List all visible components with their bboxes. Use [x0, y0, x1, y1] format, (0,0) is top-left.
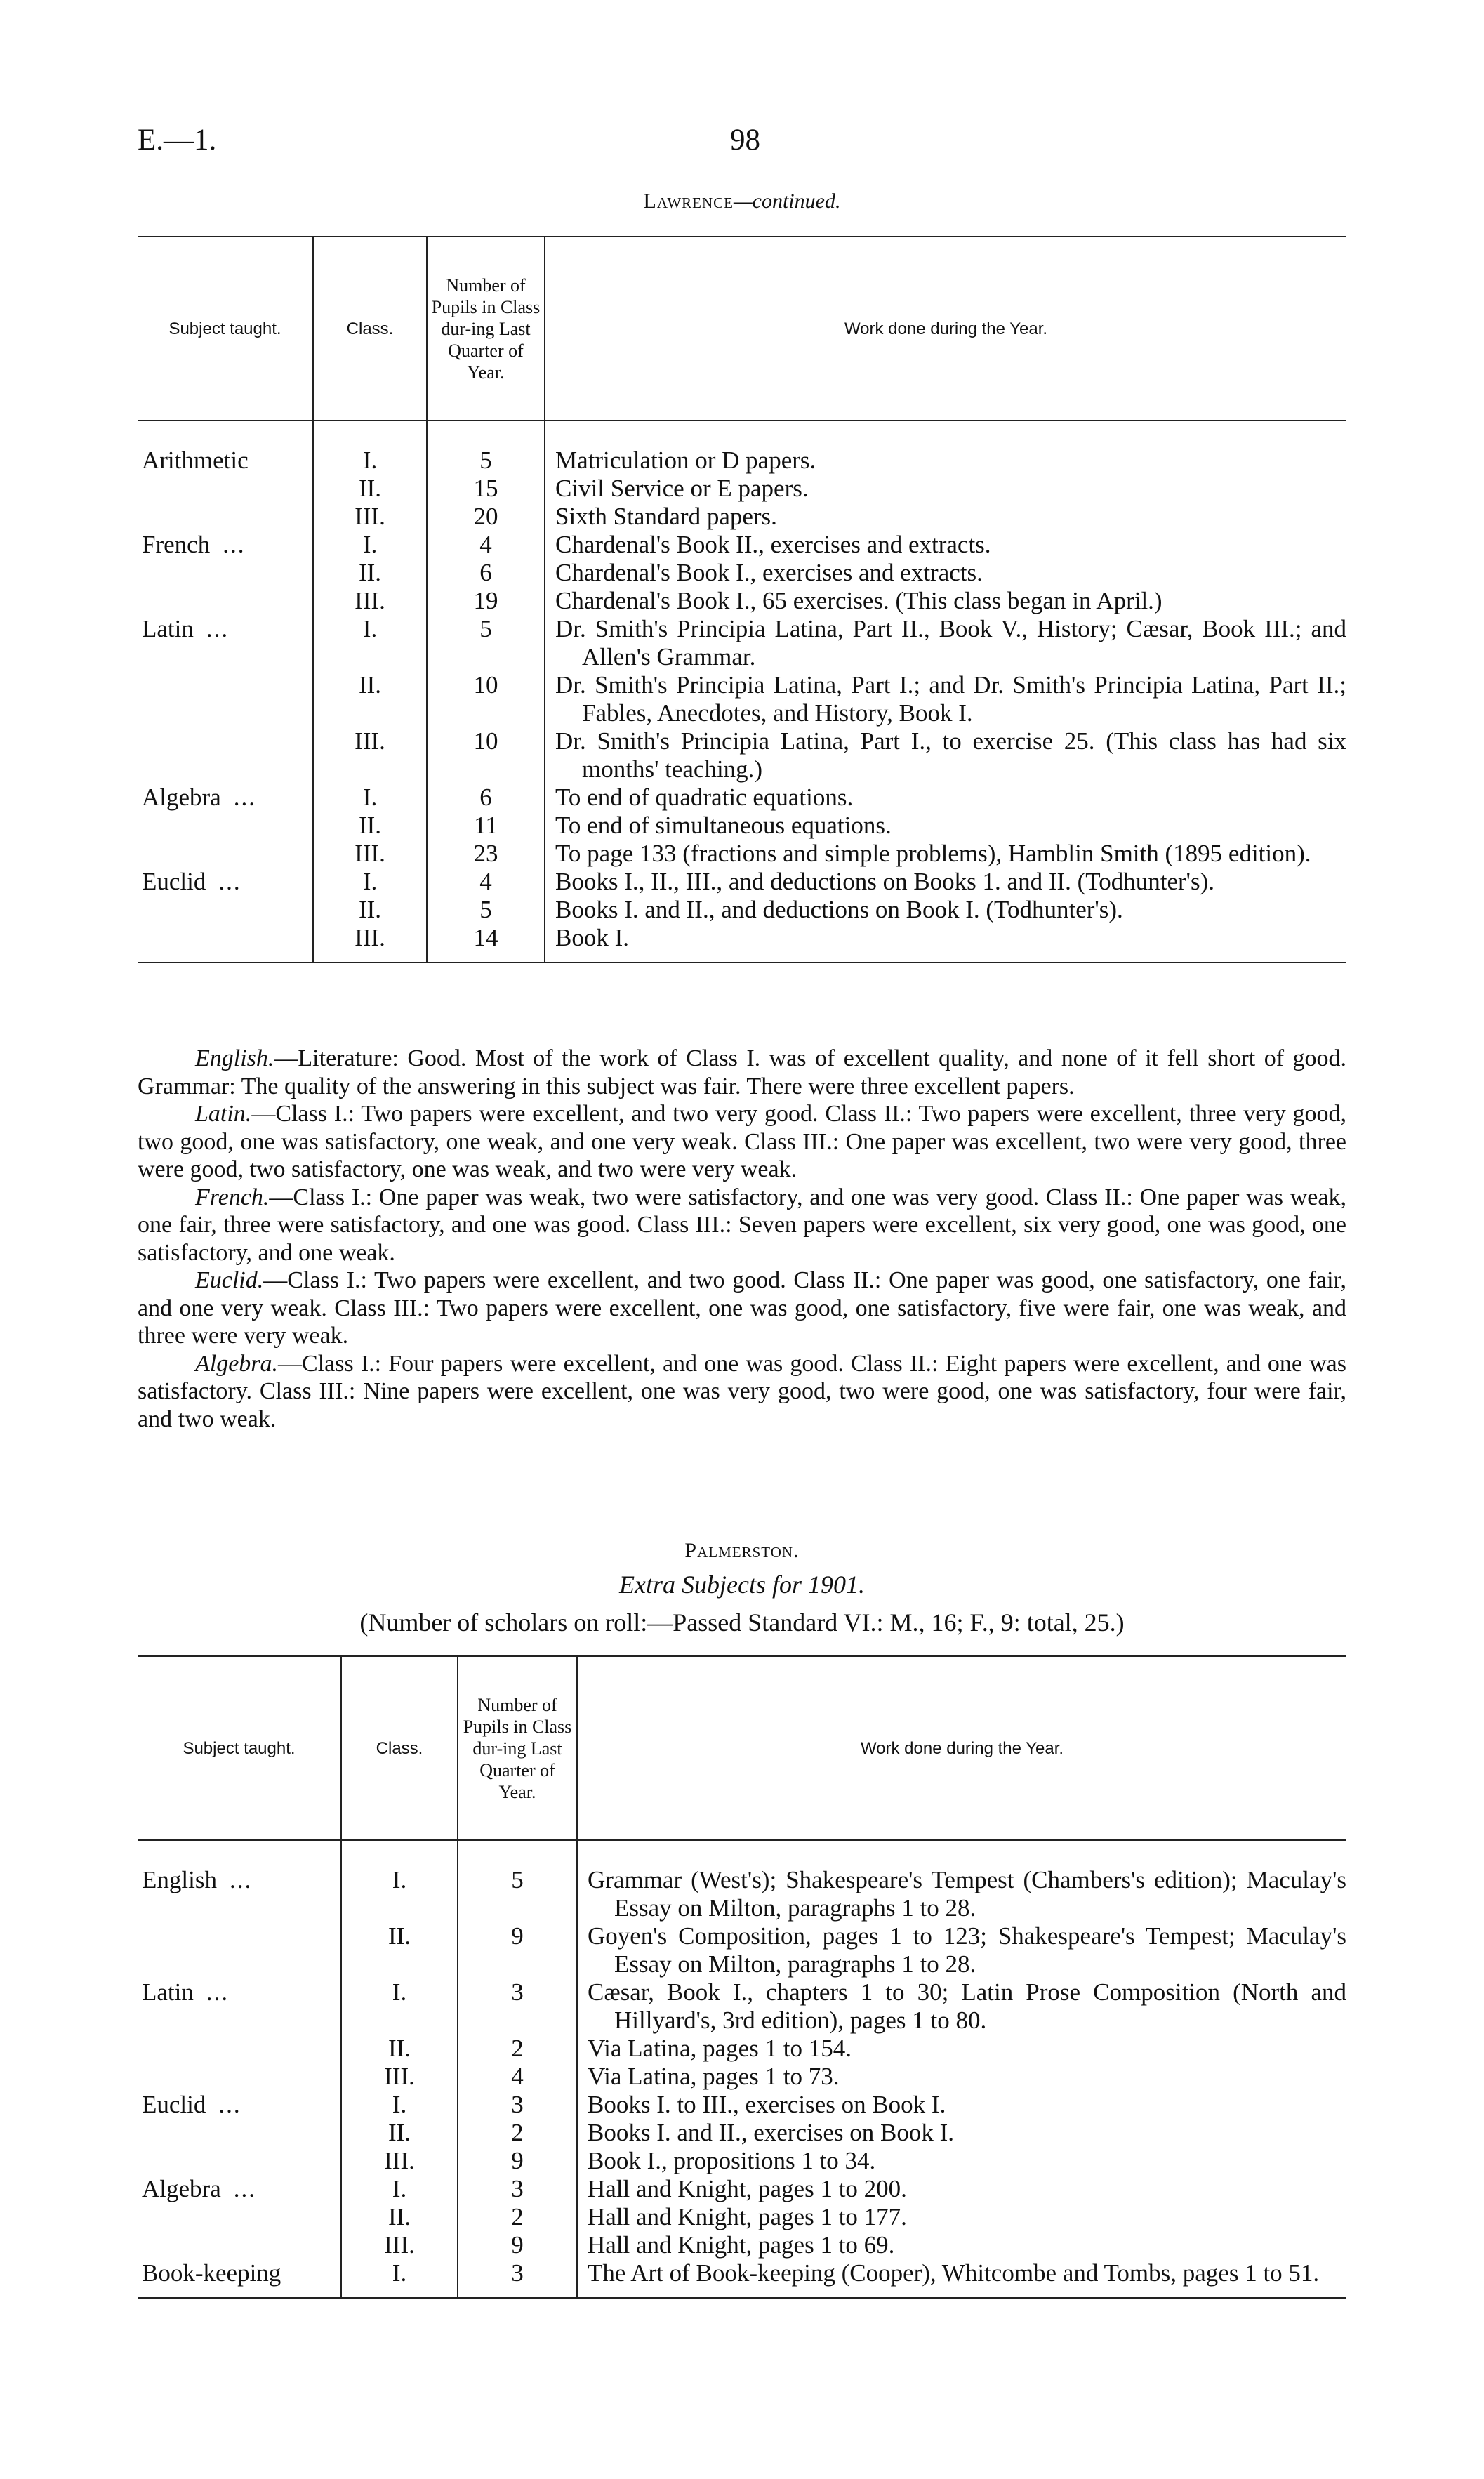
page-number: 98 [730, 124, 760, 157]
col-class-header: Class. [341, 1656, 458, 1840]
report-text: —Class I.: Two papers were excellent, and two good. Class II.: One paper was good, one satisfactory, one fair, and one very weak. Class III.: Two papers were excellent, one was good, one satisfactory, five were fair, one was weak, and three were very weak. [138, 1267, 1346, 1349]
report-label: Algebra. [195, 1350, 279, 1377]
work-cell: To end of simultaneous equations. [555, 812, 892, 839]
pupil-count-cell: 5 [458, 1866, 577, 1922]
report-code: E.—1. [138, 124, 217, 157]
report-paragraph [138, 1045, 1346, 1100]
pupil-count-cell: 5 [427, 896, 545, 924]
class-cell: III. [313, 587, 427, 615]
table-row [138, 531, 1346, 559]
report-label: Euclid. [195, 1267, 264, 1293]
lawrence-table [138, 236, 1346, 963]
work-cell: Sixth Standard papers. [555, 503, 777, 530]
leader-dots: ... [233, 2175, 256, 2202]
class-cell: III. [313, 840, 427, 868]
work-cell: Via Latina, pages 1 to 73. [588, 2063, 840, 2090]
table-row [138, 2147, 1346, 2175]
pupil-count-cell: 11 [427, 812, 545, 840]
pupil-count-cell: 9 [458, 2231, 577, 2259]
work-cell: Dr. Smith's Principia Latina, Part I., to exercise 25. (This class has had six months' teaching.) [555, 727, 1346, 783]
report-text: —Class I.: Four papers were excellent, and one was good. Class II.: Eight papers were excellent, and one was satisfactory. Class III.: Nine papers were excellent, one was very good, two were good, one was satisfactory, four were fair, and two weak. [138, 1350, 1346, 1432]
class-cell: I. [341, 2091, 458, 2119]
work-cell: Dr. Smith's Principia Latina, Part I.; and Dr. Smith's Principia Latina, Part II.; Fables, Anecdotes, and History, Book I. [555, 671, 1346, 727]
subject-cell: Algebra [142, 2175, 221, 2202]
work-cell: Books I. and II., and deductions on Book I. (Todhunter's). [555, 896, 1123, 923]
class-cell: II. [341, 2119, 458, 2147]
leader-dots: ... [206, 1978, 230, 2006]
pupil-count-cell: 23 [427, 840, 545, 868]
work-cell: Grammar (West's); Shakespeare's Tempest (Chambers's edition); Maculay's Essay on Milton, paragraphs 1 to 28. [588, 1866, 1346, 1922]
report-paragraph [138, 1267, 1346, 1350]
pupil-count-cell: 6 [427, 559, 545, 587]
palmerston-title: Palmerston. [684, 1539, 800, 1562]
table-row [138, 447, 1346, 475]
pupil-count-cell: 9 [458, 1922, 577, 1978]
class-cell: I. [341, 2259, 458, 2287]
class-cell: II. [313, 559, 427, 587]
class-cell: I. [313, 447, 427, 475]
pupil-count-cell: 6 [427, 784, 545, 812]
table-row [138, 2119, 1346, 2147]
pupil-count-cell: 19 [427, 587, 545, 615]
palmerston-subtitle: Extra Subjects for 1901. [619, 1571, 865, 1599]
subject-cell: Euclid [142, 868, 206, 895]
table-row [138, 2035, 1346, 2063]
subject-cell: Book-keeping [142, 2259, 281, 2287]
lawrence-section-title [0, 190, 1484, 213]
table-row [138, 868, 1346, 896]
examiner-reports [138, 1045, 1346, 1433]
col-work-header: Work done during the Year. [545, 237, 1346, 421]
leader-dots: ... [206, 615, 230, 642]
class-cell: I. [341, 1866, 458, 1922]
class-cell: I. [313, 868, 427, 896]
pupil-count-cell: 5 [427, 447, 545, 475]
pupil-count-cell: 5 [427, 615, 545, 671]
subject-cell: Algebra [142, 784, 221, 811]
work-cell: Books I. and II., exercises on Book I. [588, 2119, 954, 2146]
table-row [138, 671, 1346, 727]
table-row [138, 840, 1346, 868]
lawrence-rows [138, 421, 1346, 963]
leader-dots: ... [229, 1866, 253, 1893]
work-cell: Hall and Knight, pages 1 to 200. [588, 2175, 907, 2202]
table-row [138, 2175, 1346, 2203]
lawrence-title-suffix: —continued. [733, 190, 841, 213]
table-row [138, 896, 1346, 924]
col-subject-header: Subject taught. [138, 1656, 341, 1840]
col-number-header: Number of Pupils in Class dur-ing Last Quarter of Year. [427, 237, 545, 421]
table-row [138, 727, 1346, 784]
pupil-count-cell: 4 [427, 868, 545, 896]
pupil-count-cell: 3 [458, 2259, 577, 2287]
class-cell: II. [313, 812, 427, 840]
table-row [138, 1922, 1346, 1978]
class-cell: I. [341, 2175, 458, 2203]
table-row [138, 2231, 1346, 2259]
work-cell: To page 133 (fractions and simple problems), Hamblin Smith (1895 edition). [555, 840, 1311, 867]
col-subject-header: Subject taught. [138, 237, 313, 421]
work-cell: Matriculation or D papers. [555, 447, 816, 474]
work-cell: Via Latina, pages 1 to 154. [588, 2035, 852, 2062]
class-cell: II. [341, 2035, 458, 2063]
class-cell: II. [313, 896, 427, 924]
subject-cell: English [142, 1866, 217, 1893]
leader-dots: ... [233, 784, 256, 811]
table-row [138, 587, 1346, 615]
lawrence-title-name: Lawrence [643, 190, 734, 213]
report-paragraph [138, 1184, 1346, 1267]
class-cell: I. [313, 784, 427, 812]
table-row [138, 1978, 1346, 2035]
report-label: French. [195, 1184, 270, 1210]
subject-cell: Arithmetic [142, 447, 249, 474]
report-text: —Class I.: Two papers were excellent, and two very good. Class II.: Two papers were excellent, three very good, two good, one was satisfactory, one weak, and one very weak. Class III.: One paper was excellent, two were very good, three were good, two satisfactory, one was weak, and two were very weak. [138, 1101, 1346, 1182]
subject-cell: Latin [142, 1978, 194, 2006]
class-cell: III. [341, 2063, 458, 2091]
work-cell: Books I. to III., exercises on Book I. [588, 2091, 946, 2118]
table-row [138, 812, 1346, 840]
work-cell: Chardenal's Book II., exercises and extracts. [555, 531, 991, 558]
palmerston-roll: (Number of scholars on roll:—Passed Standard VI.: M., 16; F., 9: total, 25.) [359, 1608, 1125, 1637]
class-cell: III. [341, 2231, 458, 2259]
pupil-count-cell: 4 [427, 531, 545, 559]
class-cell: II. [313, 671, 427, 727]
work-cell: Chardenal's Book I., exercises and extracts. [555, 559, 983, 586]
pupil-count-cell: 3 [458, 2175, 577, 2203]
class-cell: III. [313, 924, 427, 952]
work-cell: Book I. [555, 924, 629, 951]
palmerston-rows [138, 1840, 1346, 2298]
report-text: —Literature: Good. Most of the work of Class I. was of excellent quality, and none of it fell short of good. Grammar: The quality of the answering in this subject was fair. There were three excellent papers. [138, 1045, 1346, 1099]
report-label: Latin. [195, 1101, 252, 1127]
class-cell: III. [341, 2147, 458, 2175]
table-row [138, 503, 1346, 531]
class-cell: II. [341, 2203, 458, 2231]
pupil-count-cell: 3 [458, 1978, 577, 2035]
leader-dots: ... [218, 2091, 241, 2118]
class-cell: II. [341, 1922, 458, 1978]
palmerston-table [138, 1655, 1346, 2299]
table-row [138, 924, 1346, 952]
pupil-count-cell: 2 [458, 2035, 577, 2063]
table-row [138, 784, 1346, 812]
pupil-count-cell: 2 [458, 2119, 577, 2147]
work-cell: Books I., II., III., and deductions on Books 1. and II. (Todhunter's). [555, 868, 1214, 895]
report-label: English. [195, 1045, 274, 1071]
work-cell: Dr. Smith's Principia Latina, Part II., Book V., History; Cæsar, Book III.; and Allen's Grammar. [555, 615, 1346, 670]
work-cell: Chardenal's Book I., 65 exercises. (This class began in April.) [555, 587, 1162, 614]
table-row [138, 559, 1346, 587]
work-cell: The Art of Book-keeping (Cooper), Whitcombe and Tombs, pages 1 to 51. [588, 2259, 1320, 2287]
work-cell: Goyen's Composition, pages 1 to 123; Shakespeare's Tempest; Maculay's Essay on Milton, paragraphs 1 to 28. [588, 1922, 1346, 1978]
class-cell: II. [313, 475, 427, 503]
class-cell: III. [313, 503, 427, 531]
subject-cell: Euclid [142, 2091, 206, 2118]
table-row [138, 2063, 1346, 2091]
pupil-count-cell: 4 [458, 2063, 577, 2091]
col-class-header: Class. [313, 237, 427, 421]
pupil-count-cell: 15 [427, 475, 545, 503]
report-paragraph [138, 1100, 1346, 1184]
col-number-header: Number of Pupils in Class dur-ing Last Quarter of Year. [458, 1656, 577, 1840]
table-row [138, 2091, 1346, 2119]
leader-dots: ... [223, 531, 246, 558]
pupil-count-cell: 14 [427, 924, 545, 952]
class-cell: III. [313, 727, 427, 784]
table-row [138, 475, 1346, 503]
class-cell: I. [313, 531, 427, 559]
work-cell: To end of quadratic equations. [555, 784, 854, 811]
pupil-count-cell: 10 [427, 727, 545, 784]
report-text: —Class I.: One paper was weak, two were satisfactory, and one was very good. Class II.: One paper was weak, one fair, three were satisfactory, and one was good. Class III.: Seven papers were excellent, six very good, one was good, one satisfactory, and one weak. [138, 1184, 1346, 1266]
pupil-count-cell: 3 [458, 2091, 577, 2119]
work-cell: Book I., propositions 1 to 34. [588, 2147, 876, 2174]
class-cell: I. [313, 615, 427, 671]
table-row [138, 2203, 1346, 2231]
col-work-header: Work done during the Year. [577, 1656, 1346, 1840]
subject-cell: French [142, 531, 211, 558]
table-row [138, 1866, 1346, 1922]
leader-dots: ... [218, 868, 241, 895]
pupil-count-cell: 20 [427, 503, 545, 531]
report-paragraph [138, 1350, 1346, 1434]
pupil-count-cell: 10 [427, 671, 545, 727]
work-cell: Hall and Knight, pages 1 to 69. [588, 2231, 895, 2259]
class-cell: I. [341, 1978, 458, 2035]
pupil-count-cell: 9 [458, 2147, 577, 2175]
work-cell: Cæsar, Book I., chapters 1 to 30; Latin Prose Composition (North and Hillyard's, 3rd edition), pages 1 to 80. [588, 1978, 1346, 2034]
pupil-count-cell: 2 [458, 2203, 577, 2231]
subject-cell: Latin [142, 615, 194, 642]
work-cell: Civil Service or E papers. [555, 475, 809, 502]
table-row [138, 2259, 1346, 2287]
table-row [138, 615, 1346, 671]
work-cell: Hall and Knight, pages 1 to 177. [588, 2203, 907, 2230]
